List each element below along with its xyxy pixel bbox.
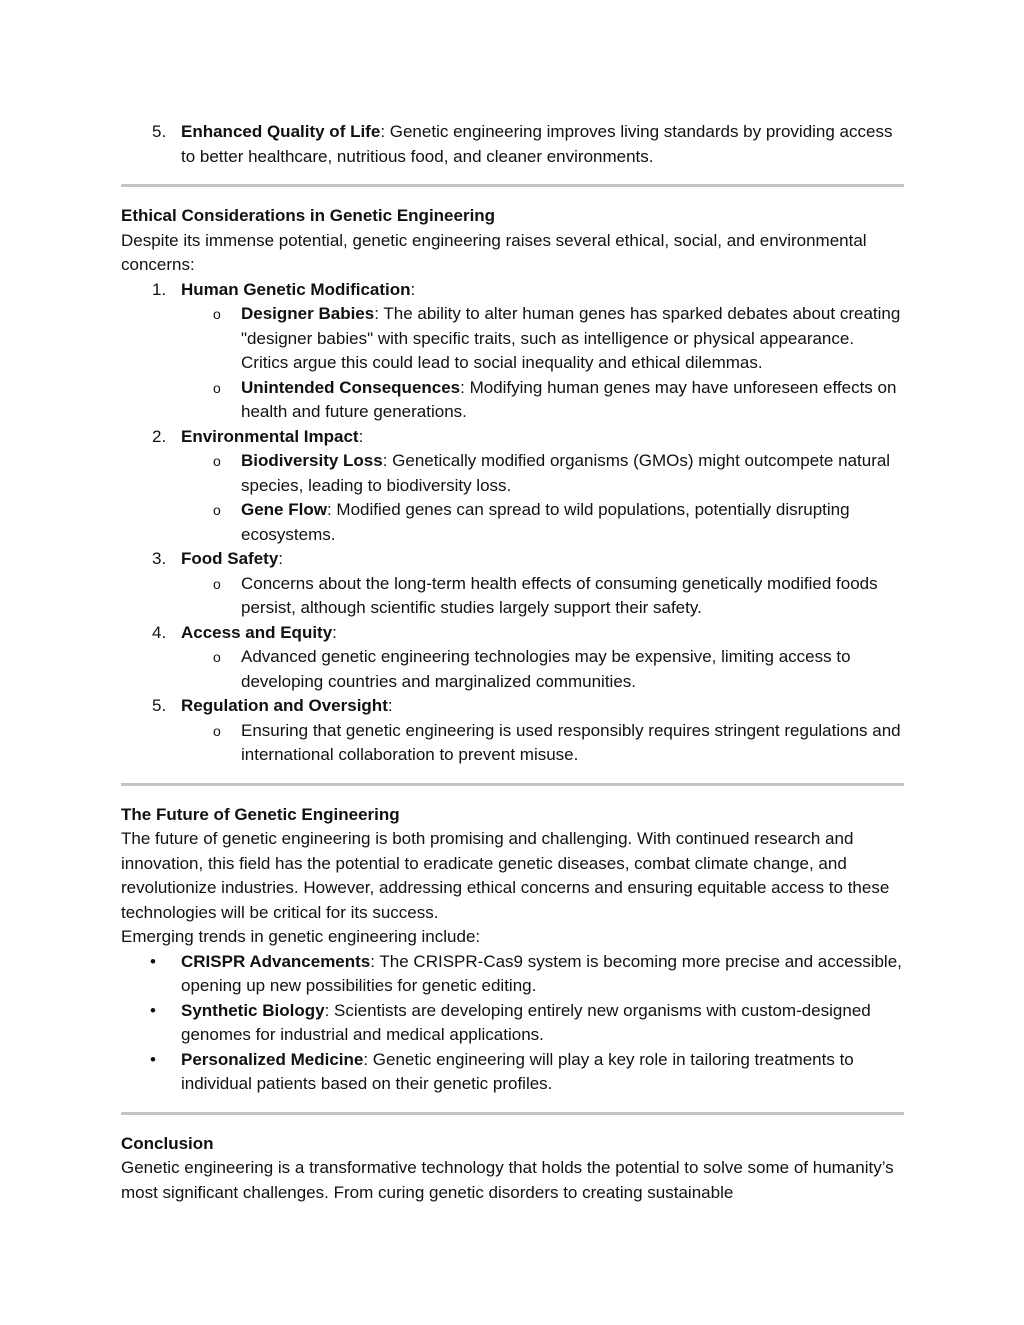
sub-text: : The ability to alter human genes has sparked debates about creating "designer babies" with specific traits, such as intelligence or physical appearance. Critics argue this could lead to social inequality and ethical dilemmas.	[241, 304, 901, 372]
list-number: 1.	[152, 279, 167, 299]
bullet-term: Personalized Medicine	[181, 1049, 364, 1069]
sub-term: Gene Flow	[241, 500, 327, 519]
ethics-intro: Despite its immense potential, genetic engineering raises several ethical, social, and environmental concerns:	[121, 230, 867, 274]
list-number: 2.	[152, 426, 167, 446]
ethics-list	[121, 278, 904, 768]
trends-list	[121, 950, 904, 1097]
document-page	[121, 120, 904, 1205]
sub-list-item	[121, 498, 904, 547]
sub-text: : Modified genes can spread to wild populations, potentially disrupting ecosystems.	[241, 500, 850, 544]
sub-list-item	[121, 645, 904, 694]
list-term: Regulation and Oversight	[181, 696, 388, 715]
section-divider	[121, 783, 904, 786]
bullet-term: CRISPR Advancements	[181, 951, 371, 971]
list-colon: :	[410, 279, 416, 299]
list-item	[121, 425, 904, 450]
sub-bullet-icon: o	[213, 575, 221, 592]
sub-bullet-icon: o	[213, 502, 221, 518]
list-item	[121, 278, 904, 303]
sub-list-item	[121, 302, 904, 376]
sub-term: Biodiversity Loss	[241, 451, 383, 470]
sub-term: Designer Babies	[241, 304, 375, 323]
list-number: 4.	[152, 622, 167, 642]
sub-list-item	[121, 449, 904, 498]
bullet-text: : Genetic engineering will play a key role in tailoring treatments to individual patients based on their genetic profiles.	[181, 1049, 854, 1093]
sub-text: Concerns about the long-term health effects of consuming genetically modified foods persist, although scientific studies largely support their safety.	[241, 573, 878, 617]
sub-bullet-icon: o	[213, 722, 221, 739]
section-divider	[121, 184, 904, 187]
sub-bullet-icon: o	[213, 649, 221, 665]
sub-term: Unintended Consequences	[241, 377, 461, 397]
list-term: Food Safety	[181, 549, 279, 568]
section-title-ethics: Ethical Considerations in Genetic Engineering	[121, 206, 496, 225]
list-number: 5.	[152, 122, 167, 141]
list-item	[121, 120, 904, 169]
future-paragraph: The future of genetic engineering is both promising and challenging. With continued research and innovation, this field has the potential to eradicate genetic diseases, combat climate change, and revolutionize industries. However, addressing ethical concerns and ensuring equitable access to these technologies will be critical for its success.	[121, 829, 890, 922]
bullet-item	[121, 1048, 904, 1097]
sub-text: : Modifying human genes may have unforeseen effects on health and future generations.	[241, 377, 897, 421]
list-item	[121, 621, 904, 646]
section-divider	[121, 1112, 904, 1115]
bullet-term: Synthetic Biology	[181, 1000, 325, 1020]
list-colon: :	[332, 622, 337, 642]
list-colon: :	[387, 696, 393, 715]
sub-text: Ensuring that genetic engineering is used responsibly requires stringent regulations and international collaboration to prevent misuse.	[241, 720, 901, 764]
intro-list	[121, 120, 904, 169]
bullet-icon: •	[150, 951, 156, 971]
sub-list-item	[121, 719, 904, 768]
section-title-future: The Future of Genetic Engineering	[121, 804, 400, 824]
list-item	[121, 694, 904, 719]
trends-intro: Emerging trends in genetic engineering include:	[121, 927, 481, 946]
sub-bullet-icon: o	[213, 306, 221, 322]
sub-bullet-icon: o	[213, 379, 221, 396]
bullet-text: : The CRISPR-Cas9 system is becoming more precise and accessible, opening up new possibilities for genetic editing.	[181, 951, 902, 995]
section-title-conclusion: Conclusion	[121, 1133, 214, 1153]
list-colon: :	[278, 549, 284, 568]
sub-list-item	[121, 376, 904, 425]
bullet-text: : Scientists are developing entirely new organisms with custom-designed genomes for industrial and medical applications.	[181, 1000, 871, 1044]
list-term: Access and Equity	[181, 622, 333, 642]
bullet-icon: •	[150, 1049, 156, 1069]
list-number: 3.	[152, 549, 167, 568]
list-term: Human Genetic Modification	[181, 279, 411, 299]
list-number: 5.	[152, 696, 167, 715]
bullet-item	[121, 950, 904, 999]
bullet-item	[121, 999, 904, 1048]
list-term: Environmental Impact	[181, 426, 359, 446]
sub-bullet-icon: o	[213, 453, 221, 469]
list-term: Enhanced Quality of Life	[181, 122, 381, 141]
conclusion-paragraph: Genetic engineering is a transformative technology that holds the potential to solve some of humanity’s most significant challenges. From curing genetic disorders to creating sustainable	[121, 1158, 894, 1202]
list-colon: :	[358, 426, 364, 446]
sub-list-item	[121, 572, 904, 621]
sub-text: : Genetically modified organisms (GMOs) might outcompete natural species, leading to biodiversity loss.	[241, 451, 891, 495]
list-item	[121, 547, 904, 572]
bullet-icon: •	[150, 1000, 156, 1020]
list-text: : Genetic engineering improves living standards by providing access to better healthcare, nutritious food, and cleaner environments.	[181, 122, 893, 166]
sub-text: Advanced genetic engineering technologies may be expensive, limiting access to developing countries and marginalized communities.	[241, 647, 851, 691]
